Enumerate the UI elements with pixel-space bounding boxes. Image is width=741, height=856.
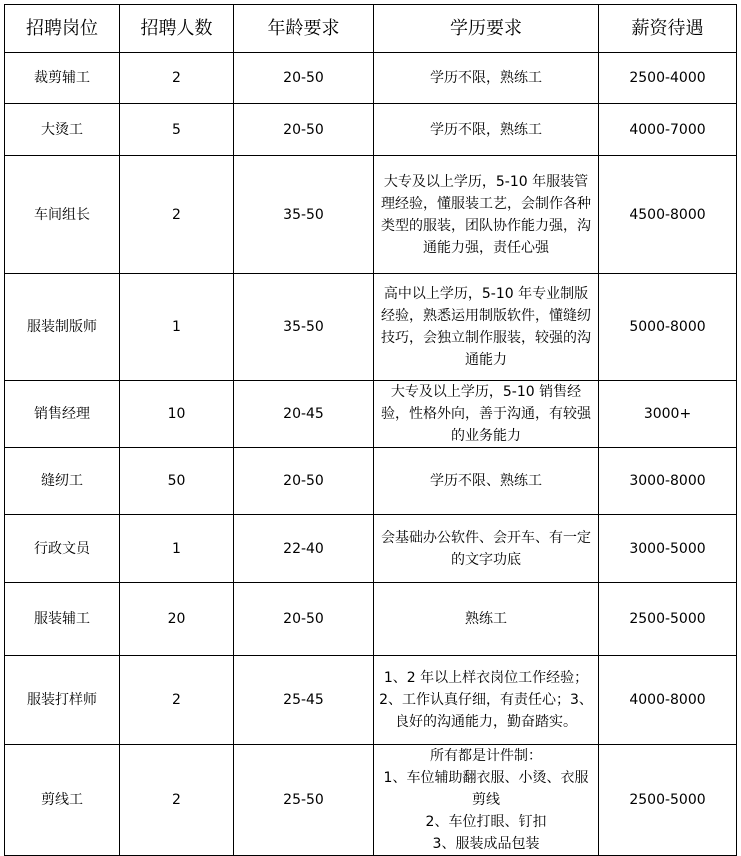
cell-count: 5	[120, 104, 234, 156]
cell-education: 学历不限，熟练工	[374, 53, 599, 104]
cell-position: 行政文员	[5, 515, 120, 583]
header-row	[5, 5, 737, 53]
header-position: 招聘岗位	[5, 5, 120, 53]
cell-education: 大专及以上学历，5-10 年服装管理经验，懂服装工艺，会制作各种类型的服装，团队协作能力强，沟通能力强，责任心强	[374, 156, 599, 274]
cell-position: 大烫工	[5, 104, 120, 156]
table-row	[5, 656, 737, 745]
cell-age: 35-50	[234, 274, 374, 381]
cell-position: 裁剪辅工	[5, 53, 120, 104]
header-count: 招聘人数	[120, 5, 234, 53]
cell-education: 所有都是计件制： 1、车位辅助翻衣服、小烫、衣服剪线 2、车位打眼、钉扣 3、服装成品包装	[374, 745, 599, 856]
cell-age: 20-50	[234, 53, 374, 104]
header-age: 年龄要求	[234, 5, 374, 53]
cell-salary: 3000+	[599, 381, 737, 448]
cell-count: 10	[120, 381, 234, 448]
cell-salary: 2500-4000	[599, 53, 737, 104]
table-row	[5, 448, 737, 515]
cell-salary: 5000-8000	[599, 274, 737, 381]
table-row	[5, 104, 737, 156]
cell-count: 2	[120, 656, 234, 745]
cell-education: 大专及以上学历，5-10 销售经验，性格外向，善于沟通，有较强的业务能力	[374, 381, 599, 448]
cell-education: 高中以上学历，5-10 年专业制版经验，熟悉运用制版软件，懂缝纫技巧，会独立制作服装，较强的沟通能力	[374, 274, 599, 381]
cell-age: 35-50	[234, 156, 374, 274]
cell-age: 20-45	[234, 381, 374, 448]
cell-count: 50	[120, 448, 234, 515]
cell-count: 2	[120, 745, 234, 856]
cell-position: 服装辅工	[5, 583, 120, 656]
table-row	[5, 515, 737, 583]
table-row	[5, 274, 737, 381]
recruitment-table	[4, 4, 737, 856]
cell-position: 车间组长	[5, 156, 120, 274]
cell-salary: 2500-5000	[599, 745, 737, 856]
cell-salary: 3000-8000	[599, 448, 737, 515]
cell-position: 剪线工	[5, 745, 120, 856]
cell-position: 服装打样师	[5, 656, 120, 745]
cell-count: 1	[120, 274, 234, 381]
cell-salary: 2500-5000	[599, 583, 737, 656]
cell-salary: 4000-8000	[599, 656, 737, 745]
table-row	[5, 156, 737, 274]
cell-salary: 3000-5000	[599, 515, 737, 583]
cell-age: 20-50	[234, 104, 374, 156]
cell-count: 2	[120, 156, 234, 274]
table-row	[5, 745, 737, 856]
cell-education: 1、2 年以上样衣岗位工作经验；2、工作认真仔细，有责任心；3、良好的沟通能力，勤奋踏实。	[374, 656, 599, 745]
table-row	[5, 381, 737, 448]
cell-age: 20-50	[234, 583, 374, 656]
cell-education: 学历不限，熟练工	[374, 104, 599, 156]
cell-count: 20	[120, 583, 234, 656]
header-education: 学历要求	[374, 5, 599, 53]
cell-age: 20-50	[234, 448, 374, 515]
cell-position: 缝纫工	[5, 448, 120, 515]
cell-count: 2	[120, 53, 234, 104]
cell-education: 熟练工	[374, 583, 599, 656]
cell-age: 22-40	[234, 515, 374, 583]
cell-salary: 4000-7000	[599, 104, 737, 156]
cell-position: 销售经理	[5, 381, 120, 448]
cell-count: 1	[120, 515, 234, 583]
table-row	[5, 583, 737, 656]
cell-education: 学历不限、熟练工	[374, 448, 599, 515]
header-salary: 薪资待遇	[599, 5, 737, 53]
table-row	[5, 53, 737, 104]
cell-education: 会基础办公软件、会开车、有一定的文字功底	[374, 515, 599, 583]
cell-age: 25-50	[234, 745, 374, 856]
cell-salary: 4500-8000	[599, 156, 737, 274]
cell-age: 25-45	[234, 656, 374, 745]
cell-position: 服装制版师	[5, 274, 120, 381]
